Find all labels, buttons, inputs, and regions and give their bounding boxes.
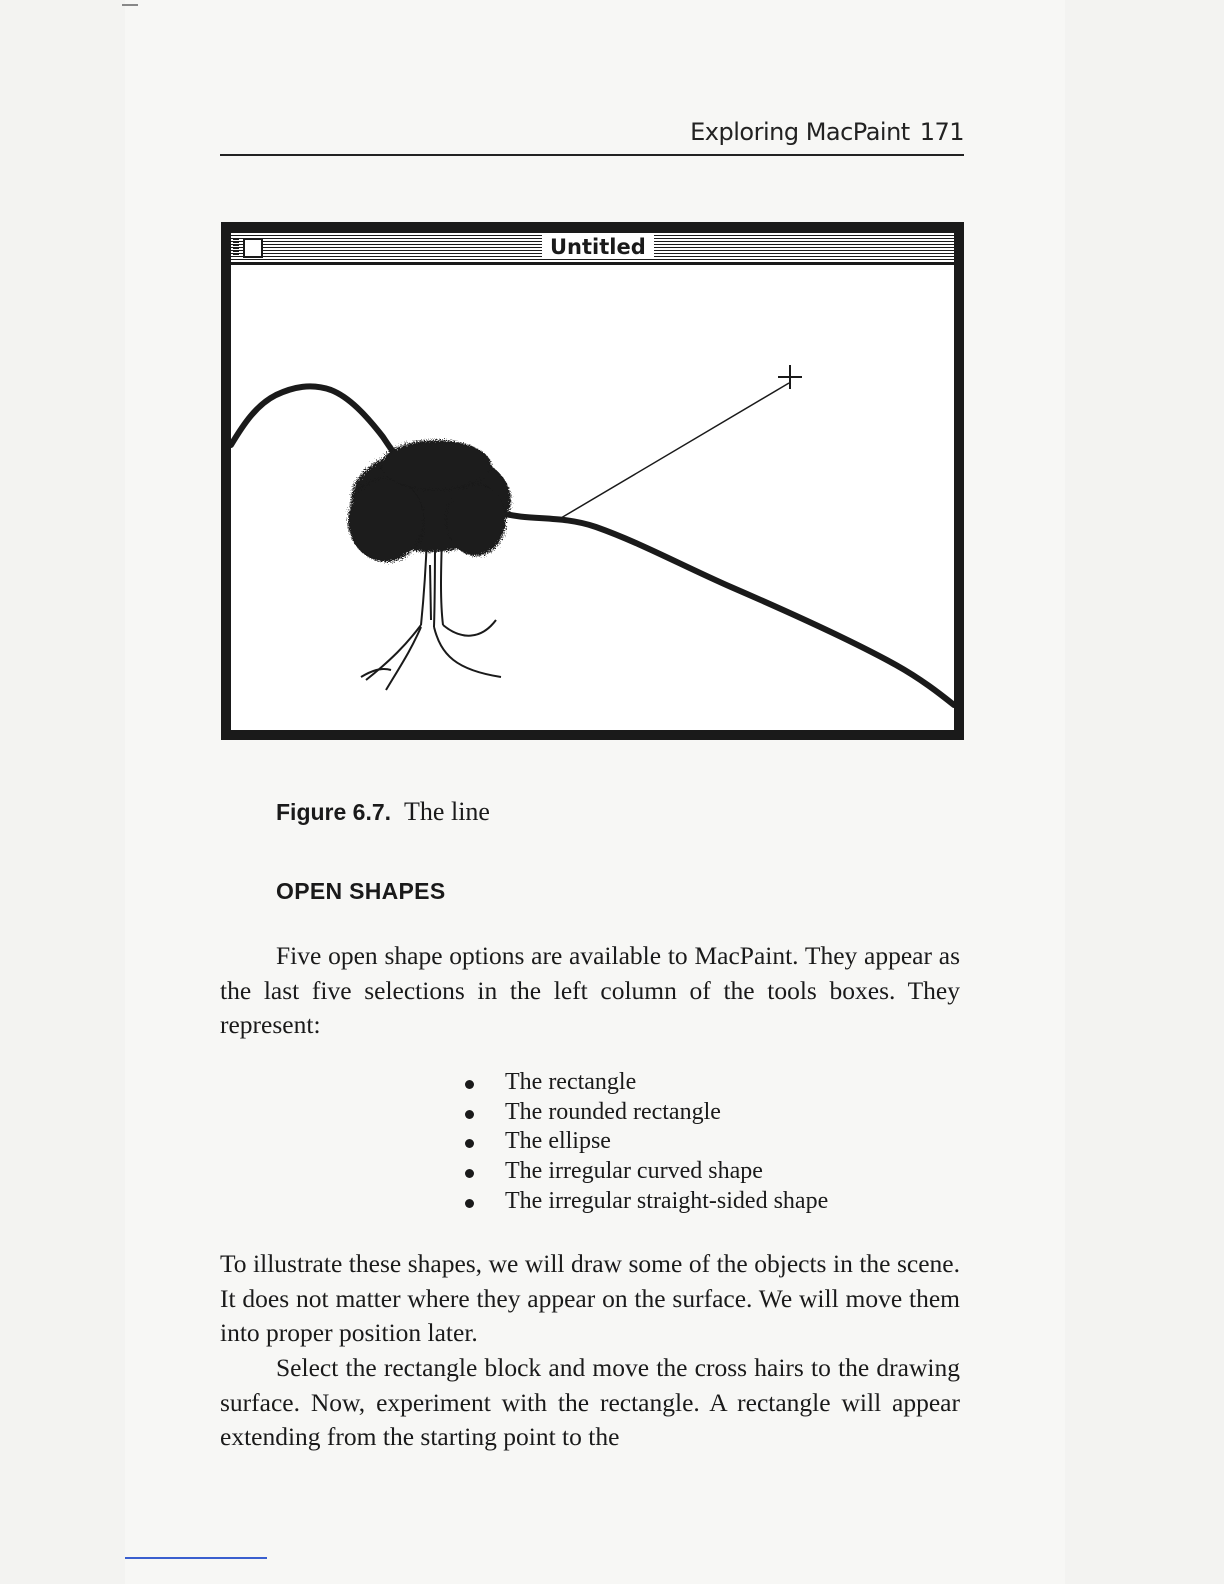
intro-paragraph: Five open shape options are available to MacPaint. They appear as the last five selections in the left column of the tools boxes. They represent: bbox=[220, 941, 960, 1039]
close-box-icon bbox=[243, 238, 263, 258]
figure-caption bbox=[276, 797, 490, 827]
body-paragraph: To illustrate these shapes, we will draw some of the objects in the scene. It does not matter where they appear on the surface. We will move them into proper position later. bbox=[220, 1249, 960, 1347]
figure-label: Figure 6.7. bbox=[276, 799, 392, 825]
running-header bbox=[220, 118, 964, 156]
macpaint-window-figure bbox=[221, 222, 964, 740]
shape-list bbox=[462, 1068, 828, 1217]
running-title: Exploring MacPaint bbox=[690, 118, 910, 146]
scene-drawing bbox=[231, 265, 954, 713]
page-number: 171 bbox=[919, 118, 964, 146]
list-item: The irregular straight-sided shape bbox=[462, 1187, 828, 1217]
scan-artifact-rule bbox=[125, 1557, 267, 1559]
scan-artifact bbox=[122, 4, 138, 6]
hill-line bbox=[231, 386, 954, 705]
window-frame bbox=[231, 232, 954, 730]
drawn-line bbox=[561, 383, 789, 518]
list-item: The ellipse bbox=[462, 1127, 828, 1157]
section-heading: OPEN SHAPES bbox=[276, 878, 446, 904]
window-title: Untitled bbox=[542, 235, 654, 259]
window-title-bar bbox=[231, 232, 954, 265]
tree-canopy bbox=[348, 440, 511, 562]
crosshair-cursor-icon bbox=[778, 365, 802, 389]
body-paragraph: Select the rectangle block and move the cross hairs to the drawing surface. Now, experiment with the rectangle. A rectangle will appear extending from the starting point to the bbox=[220, 1353, 960, 1451]
list-item: The rounded rectangle bbox=[462, 1098, 828, 1128]
list-item: The irregular curved shape bbox=[462, 1157, 828, 1187]
drawing-canvas bbox=[231, 265, 954, 713]
list-item: The rectangle bbox=[462, 1068, 828, 1098]
figure-caption-text: The line bbox=[404, 797, 490, 826]
grip-icon bbox=[233, 238, 239, 256]
